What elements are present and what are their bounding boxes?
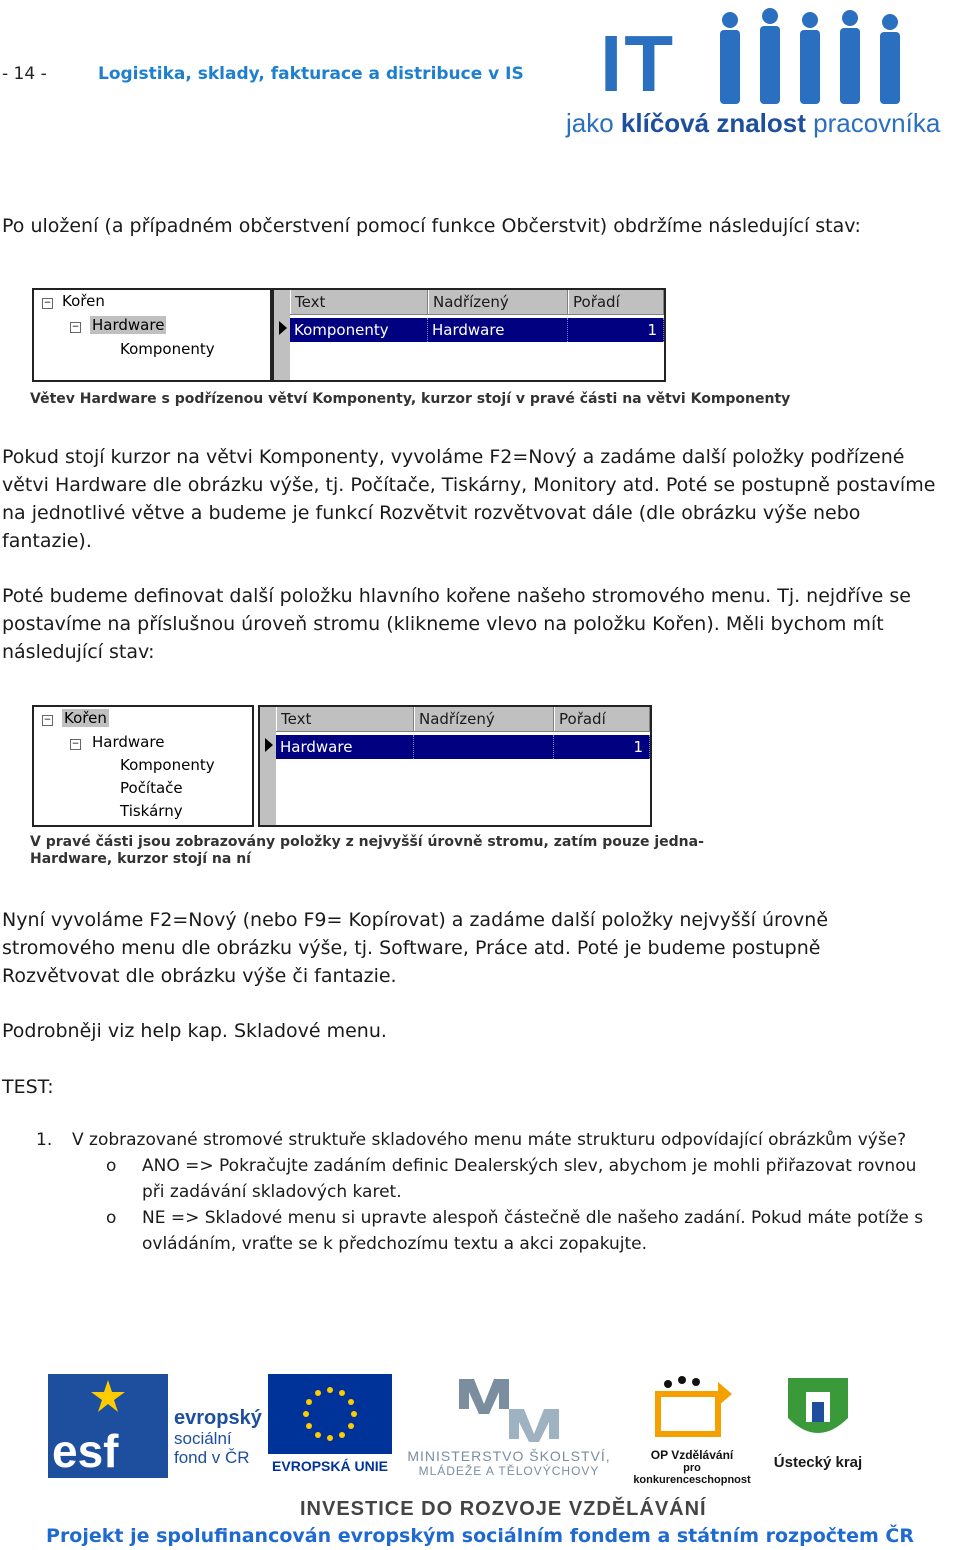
op-vzdelavani-icon [648, 1374, 738, 1444]
esf-line-2: sociální [174, 1429, 232, 1448]
paragraph-3: Nyní vyvoláme F2=Nový (nebo F9= Kopírovat) a zadáme další položky nejvyšší úrovně stromového menu dle obrázku výše, tj. Software, Práce atd. Poté je budeme postupně Rozvětvovat dle obrázku výše či fantazie. [2, 909, 829, 987]
grid-panel [272, 288, 666, 382]
bullet-icon: o [106, 1156, 117, 1176]
project-footer: Projekt je spolufinancován evropským sociálním fondem a státním rozpočtem ČR [46, 1525, 914, 1547]
collapse-icon[interactable]: − [43, 715, 52, 725]
row-pointer-icon [279, 321, 287, 335]
column-header-poradi[interactable]: Pořadí [554, 707, 650, 731]
tree-node-komponenty[interactable]: Komponenty [120, 340, 215, 358]
collapse-icon[interactable]: − [71, 739, 80, 749]
column-header-text[interactable]: Text [276, 707, 414, 731]
logo-it-text: IT [600, 19, 676, 108]
table-row[interactable] [290, 318, 664, 342]
footer-logos [40, 1370, 920, 1486]
investice-banner: INVESTICE DO ROZVOJE VZDĚLÁVÁNÍ [300, 1498, 707, 1520]
column-header-nadrizeny[interactable]: Nadřízený [414, 707, 554, 731]
question-text: V zobrazované stromové struktuře skladového menu máte strukturu odpovídající obrázkům výše? [72, 1130, 907, 1150]
op-line-2: pro konkurenceschopnost [633, 1462, 751, 1486]
collapse-icon[interactable]: − [43, 298, 52, 308]
screenshot-caption: V pravé části jsou zobrazovány položky z nejvyšší úrovně stromu, zatím pouze jedna-Hardware, kurzor stojí na ní [30, 834, 704, 867]
answer-no: NE => Skladové menu si upravte alespoň částečně dle našeho zadání. Pokud máte potíže s ovládáním, vraťte se k předchozímu textu a akci zopakujte. [142, 1208, 924, 1254]
tree-panel [32, 288, 272, 382]
msmt-line-1: MINISTERSTVO ŠKOLSTVÍ, [407, 1448, 611, 1464]
kraj-logo [768, 1374, 868, 1478]
answer-yes: ANO => Pokračujte zadáním definic Dealerských slev, abychom je mohli přiřazovat rovnou při zadávání skladových karet. [142, 1156, 917, 1202]
paragraph-2: Poté budeme definovat další položku hlavního kořene našeho stromového menu. Tj. nejdříve se postavíme na příslušnou úroveň stromu (klikneme vlevo na položku Kořen). Měli bychom mít následující stav: [2, 585, 911, 663]
tree-node-root[interactable]: Kořen [64, 709, 107, 727]
tree-node-komponenty[interactable]: Komponenty [120, 756, 215, 774]
logo-tagline: jako klíčová znalost pracovníka [566, 108, 941, 138]
eu-logo [268, 1374, 392, 1478]
esf-text: esf [52, 1425, 119, 1477]
esf-logo [48, 1374, 260, 1478]
esf-line-3: fond v ČR [174, 1448, 250, 1467]
msmt-line-2: MLÁDEŽE A TĚLOVÝCHOVY [418, 1464, 600, 1478]
tree-node-hardware[interactable]: Hardware [92, 733, 165, 751]
test-label: TEST: [2, 1076, 54, 1098]
op-logo [624, 1374, 760, 1486]
column-header-nadrizeny[interactable]: Nadřízený [428, 290, 568, 314]
tree-panel [32, 705, 254, 827]
column-header-poradi[interactable]: Pořadí [568, 290, 664, 314]
paragraph-1: Pokud stojí kurzor na větvi Komponenty, vyvoláme F2=Nový a zadáme další položky podřízené větvi Hardware dle obrázku výše, tj. Počítače, Tiskárny, Monitory atd. Poté se postupně postavíme na jednotlivé větve a budeme je funkcí Rozvětvit rozvětvovat dále (dle obrázku výše nebo fantazie). [2, 446, 936, 552]
table-row[interactable] [276, 735, 650, 759]
collapse-icon[interactable]: − [71, 322, 80, 332]
cell-nadrizeny [414, 735, 554, 759]
column-header-text[interactable]: Text [290, 290, 428, 314]
grid-panel [258, 705, 652, 827]
eu-text: EVROPSKÁ UNIE [272, 1458, 388, 1474]
msmt-mark-icon [454, 1374, 564, 1444]
kraj-text: Ústecký kraj [773, 1454, 863, 1471]
paragraph-4: Podrobněji viz help kap. Skladové menu. [2, 1020, 387, 1042]
cell-text: Komponenty [290, 318, 428, 342]
tree-node-root[interactable]: Kořen [62, 292, 105, 310]
cell-poradi: 1 [554, 735, 650, 759]
intro-paragraph: Po uložení (a případném občerstvení pomocí funkce Občerstvit) obdržíme následující stav: [2, 215, 861, 237]
bullet-icon: o [106, 1208, 117, 1228]
cell-nadrizeny: Hardware [428, 318, 568, 342]
kraj-crest-icon [778, 1374, 858, 1450]
it-logo [560, 8, 958, 143]
cell-text: Hardware [276, 735, 414, 759]
screenshot-caption: Větev Hardware s podřízenou větví Komponenty, kurzor stojí v pravé části na větvi Komponenty [30, 391, 791, 407]
row-pointer-icon [265, 738, 273, 752]
msmt-logo [400, 1374, 618, 1478]
esf-line-1: evropský [174, 1407, 262, 1429]
question-number: 1. [36, 1130, 53, 1150]
cell-poradi: 1 [568, 318, 664, 342]
tree-node-hardware[interactable]: Hardware [92, 316, 165, 334]
page-number: - 14 - [2, 64, 47, 84]
tree-node-pocitace[interactable]: Počítače [120, 779, 183, 797]
eu-flag-icon [268, 1374, 392, 1454]
tree-node-tiskarny[interactable]: Tiskárny [120, 802, 183, 820]
op-line-1: OP Vzdělávání [650, 1448, 734, 1462]
people-silhouettes-icon [710, 8, 950, 108]
header-title: Logistika, sklady, fakturace a distribuce v IS [98, 64, 524, 84]
